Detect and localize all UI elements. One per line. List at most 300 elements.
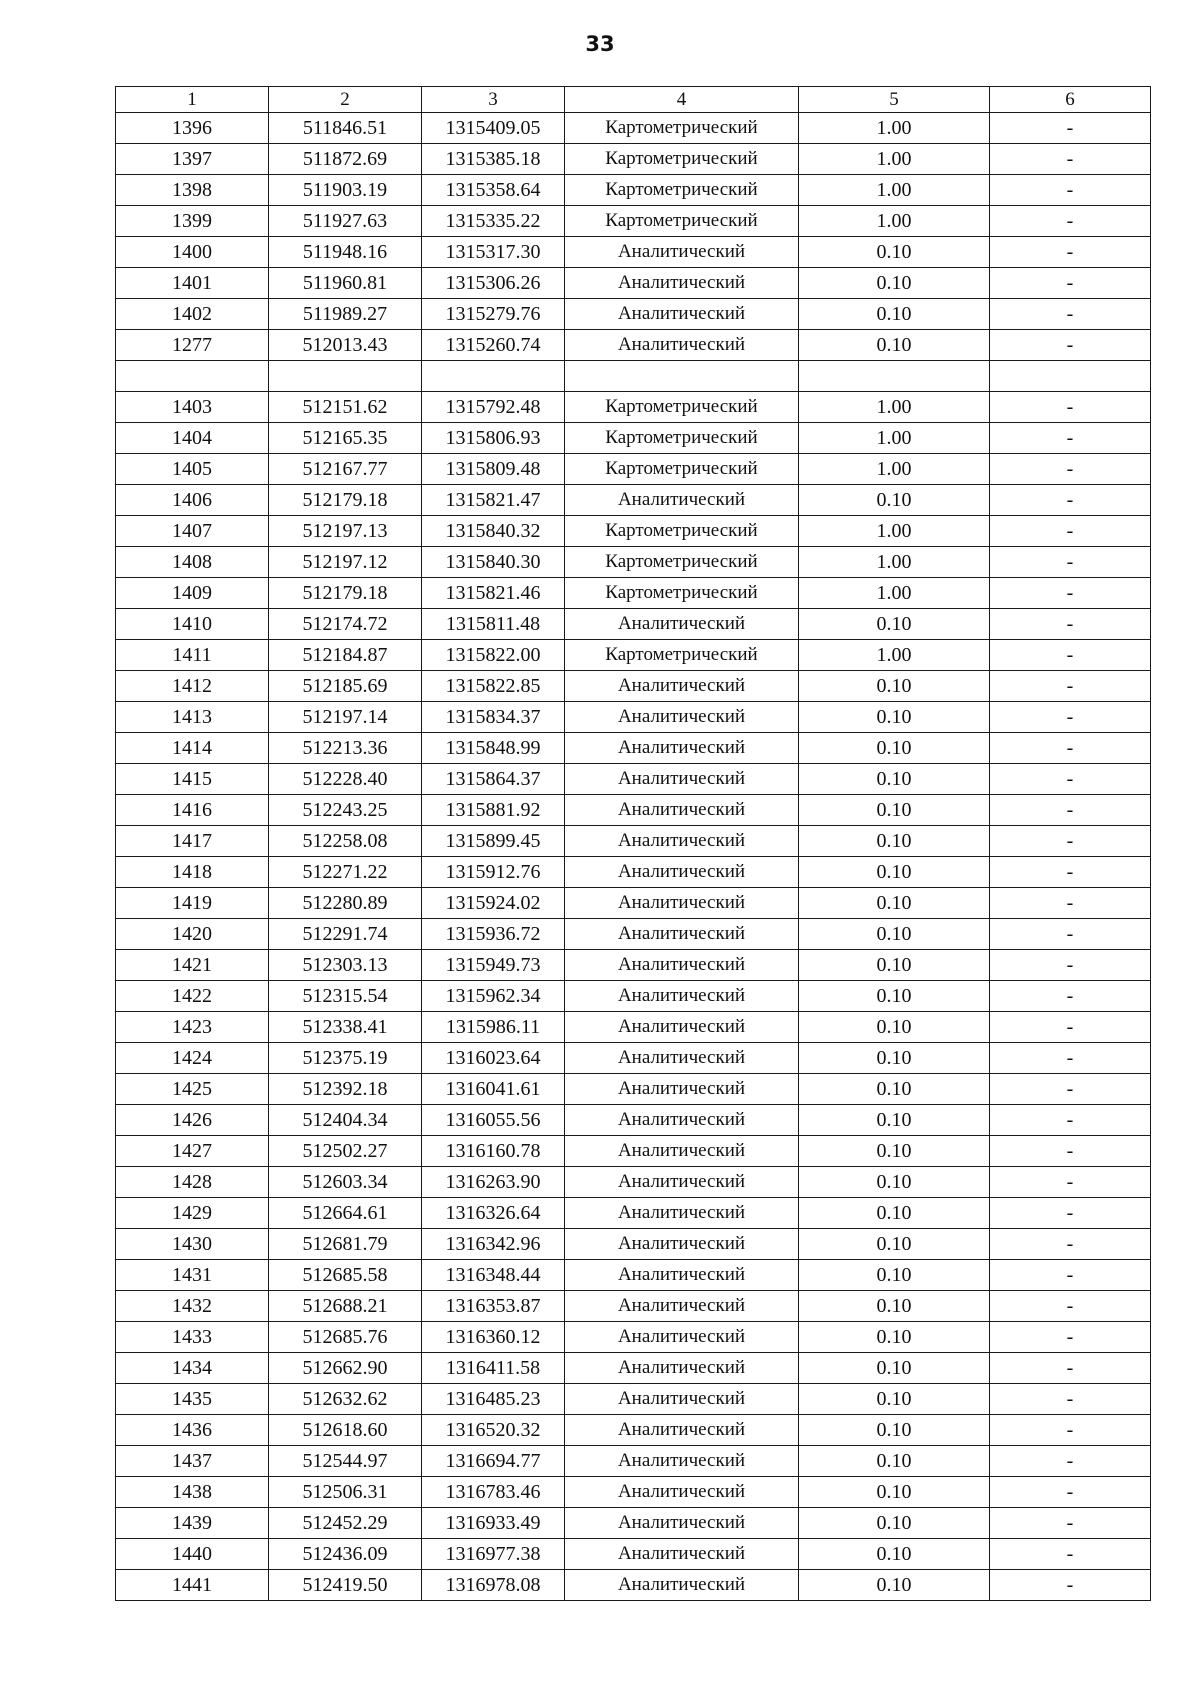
table-row bbox=[116, 547, 1151, 578]
x-coordinate-cell: 512303.13 bbox=[269, 950, 422, 981]
table-row bbox=[116, 640, 1151, 671]
accuracy-cell: 0.10 bbox=[799, 1539, 990, 1570]
y-coordinate-cell: 1315260.74 bbox=[422, 330, 565, 361]
table-body bbox=[116, 113, 1151, 1601]
accuracy-cell: 0.10 bbox=[799, 1353, 990, 1384]
note-cell: - bbox=[990, 640, 1151, 671]
x-coordinate-cell: 512271.22 bbox=[269, 857, 422, 888]
point-number-cell: 1399 bbox=[116, 206, 269, 237]
method-cell: Аналитический bbox=[565, 1446, 799, 1477]
y-coordinate-cell: 1316360.12 bbox=[422, 1322, 565, 1353]
accuracy-cell: 0.10 bbox=[799, 733, 990, 764]
method-cell: Картометрический bbox=[565, 206, 799, 237]
point-number-cell: 1407 bbox=[116, 516, 269, 547]
method-cell: Аналитический bbox=[565, 1198, 799, 1229]
x-coordinate-cell: 512685.76 bbox=[269, 1322, 422, 1353]
point-number-cell: 1401 bbox=[116, 268, 269, 299]
x-coordinate-cell: 511872.69 bbox=[269, 144, 422, 175]
note-cell: - bbox=[990, 1353, 1151, 1384]
x-coordinate-cell: 512375.19 bbox=[269, 1043, 422, 1074]
point-number-cell: 1419 bbox=[116, 888, 269, 919]
note-cell: - bbox=[990, 919, 1151, 950]
x-coordinate-cell: 512685.58 bbox=[269, 1260, 422, 1291]
y-coordinate-cell: 1315385.18 bbox=[422, 144, 565, 175]
accuracy-cell: 0.10 bbox=[799, 919, 990, 950]
y-coordinate-cell: 1315811.48 bbox=[422, 609, 565, 640]
note-cell: - bbox=[990, 516, 1151, 547]
table-row bbox=[116, 1508, 1151, 1539]
point-number-cell: 1436 bbox=[116, 1415, 269, 1446]
method-cell: Аналитический bbox=[565, 330, 799, 361]
table-row bbox=[116, 950, 1151, 981]
method-cell: Аналитический bbox=[565, 1477, 799, 1508]
x-coordinate-cell: 511927.63 bbox=[269, 206, 422, 237]
point-number-cell: 1415 bbox=[116, 764, 269, 795]
page-number: 33 bbox=[585, 32, 615, 56]
method-cell: Аналитический bbox=[565, 1105, 799, 1136]
x-coordinate-cell: 512436.09 bbox=[269, 1539, 422, 1570]
note-cell: - bbox=[990, 826, 1151, 857]
note-cell: - bbox=[990, 1260, 1151, 1291]
note-cell: - bbox=[990, 1043, 1151, 1074]
method-cell: Аналитический bbox=[565, 919, 799, 950]
method-cell: Картометрический bbox=[565, 423, 799, 454]
point-number-cell: 1425 bbox=[116, 1074, 269, 1105]
note-cell: - bbox=[990, 1570, 1151, 1601]
point-number-cell: 1441 bbox=[116, 1570, 269, 1601]
point-number-cell: 1409 bbox=[116, 578, 269, 609]
method-cell: Аналитический bbox=[565, 826, 799, 857]
accuracy-cell: 0.10 bbox=[799, 1415, 990, 1446]
method-cell: Аналитический bbox=[565, 950, 799, 981]
point-number-cell: 1435 bbox=[116, 1384, 269, 1415]
table-row bbox=[116, 330, 1151, 361]
y-coordinate-cell: 1316055.56 bbox=[422, 1105, 565, 1136]
method-cell: Аналитический bbox=[565, 981, 799, 1012]
note-cell: - bbox=[990, 299, 1151, 330]
method-cell: Аналитический bbox=[565, 1384, 799, 1415]
table-row bbox=[116, 454, 1151, 485]
accuracy-cell: 0.10 bbox=[799, 826, 990, 857]
y-coordinate-cell: 1316342.96 bbox=[422, 1229, 565, 1260]
accuracy-cell: 0.10 bbox=[799, 1167, 990, 1198]
accuracy-cell: 0.10 bbox=[799, 857, 990, 888]
note-cell: - bbox=[990, 485, 1151, 516]
point-number-cell: 1418 bbox=[116, 857, 269, 888]
point-number-cell: 1400 bbox=[116, 237, 269, 268]
x-coordinate-cell: 511960.81 bbox=[269, 268, 422, 299]
x-coordinate-cell: 512174.72 bbox=[269, 609, 422, 640]
point-number-cell: 1416 bbox=[116, 795, 269, 826]
accuracy-cell: 1.00 bbox=[799, 547, 990, 578]
note-cell: - bbox=[990, 1446, 1151, 1477]
y-coordinate-cell: 1316977.38 bbox=[422, 1539, 565, 1570]
method-cell: Картометрический bbox=[565, 392, 799, 423]
method-cell: Картометрический bbox=[565, 144, 799, 175]
x-coordinate-cell: 512618.60 bbox=[269, 1415, 422, 1446]
note-cell: - bbox=[990, 423, 1151, 454]
accuracy-cell: 0.10 bbox=[799, 1198, 990, 1229]
table-row bbox=[116, 175, 1151, 206]
accuracy-cell: 0.10 bbox=[799, 1043, 990, 1074]
table-row bbox=[116, 578, 1151, 609]
y-coordinate-cell: 1315986.11 bbox=[422, 1012, 565, 1043]
method-cell: Аналитический bbox=[565, 1229, 799, 1260]
table-row bbox=[116, 1477, 1151, 1508]
accuracy-cell: 0.10 bbox=[799, 950, 990, 981]
method-cell: Картометрический bbox=[565, 175, 799, 206]
method-cell: Картометрический bbox=[565, 640, 799, 671]
note-cell: - bbox=[990, 981, 1151, 1012]
column-header-5: 5 bbox=[799, 87, 990, 113]
accuracy-cell: 1.00 bbox=[799, 175, 990, 206]
point-number-cell: 1439 bbox=[116, 1508, 269, 1539]
point-number-cell: 1423 bbox=[116, 1012, 269, 1043]
header-row bbox=[116, 87, 1151, 113]
accuracy-cell: 1.00 bbox=[799, 578, 990, 609]
x-coordinate-cell: 512151.62 bbox=[269, 392, 422, 423]
point-number-cell: 1402 bbox=[116, 299, 269, 330]
accuracy-cell: 0.10 bbox=[799, 1384, 990, 1415]
note-cell: - bbox=[990, 1074, 1151, 1105]
accuracy-cell: 0.10 bbox=[799, 1136, 990, 1167]
y-coordinate-cell: 1315912.76 bbox=[422, 857, 565, 888]
y-coordinate-cell: 1315822.00 bbox=[422, 640, 565, 671]
point-number-cell: 1411 bbox=[116, 640, 269, 671]
table-row bbox=[116, 516, 1151, 547]
point-number-cell: 1428 bbox=[116, 1167, 269, 1198]
coordinates-table bbox=[115, 86, 1151, 1601]
table-header bbox=[116, 87, 1151, 113]
point-number-cell: 1410 bbox=[116, 609, 269, 640]
note-cell: - bbox=[990, 1229, 1151, 1260]
table-row bbox=[116, 1291, 1151, 1322]
accuracy-cell: 0.10 bbox=[799, 1074, 990, 1105]
point-number-cell: 1397 bbox=[116, 144, 269, 175]
accuracy-cell: 0.10 bbox=[799, 1570, 990, 1601]
note-cell: - bbox=[990, 330, 1151, 361]
method-cell: Аналитический bbox=[565, 795, 799, 826]
accuracy-cell: 0.10 bbox=[799, 1012, 990, 1043]
note-cell: - bbox=[990, 1012, 1151, 1043]
y-coordinate-cell: 1316978.08 bbox=[422, 1570, 565, 1601]
y-coordinate-cell: 1315881.92 bbox=[422, 795, 565, 826]
y-coordinate-cell: 1315409.05 bbox=[422, 113, 565, 144]
note-cell: - bbox=[990, 857, 1151, 888]
method-cell: Аналитический bbox=[565, 1043, 799, 1074]
table-row bbox=[116, 1198, 1151, 1229]
x-coordinate-cell: 512243.25 bbox=[269, 795, 422, 826]
method-cell: Картометрический bbox=[565, 516, 799, 547]
y-coordinate-cell: 1315848.99 bbox=[422, 733, 565, 764]
point-number-cell: 1277 bbox=[116, 330, 269, 361]
note-cell: - bbox=[990, 1384, 1151, 1415]
y-coordinate-cell: 1316023.64 bbox=[422, 1043, 565, 1074]
accuracy-cell: 1.00 bbox=[799, 454, 990, 485]
x-coordinate-cell: 512258.08 bbox=[269, 826, 422, 857]
point-number-cell: 1427 bbox=[116, 1136, 269, 1167]
point-number-cell: 1396 bbox=[116, 113, 269, 144]
method-cell: Аналитический bbox=[565, 888, 799, 919]
y-coordinate-cell: 1315899.45 bbox=[422, 826, 565, 857]
accuracy-cell: 1.00 bbox=[799, 640, 990, 671]
table-row bbox=[116, 1446, 1151, 1477]
table-row bbox=[116, 1043, 1151, 1074]
method-cell: Картометрический bbox=[565, 547, 799, 578]
accuracy-cell: 0.10 bbox=[799, 485, 990, 516]
accuracy-cell: 0.10 bbox=[799, 981, 990, 1012]
x-coordinate-cell: 512197.12 bbox=[269, 547, 422, 578]
method-cell: Аналитический bbox=[565, 268, 799, 299]
column-header-2: 2 bbox=[269, 87, 422, 113]
accuracy-cell bbox=[799, 361, 990, 392]
accuracy-cell: 0.10 bbox=[799, 671, 990, 702]
method-cell: Аналитический bbox=[565, 764, 799, 795]
accuracy-cell: 0.10 bbox=[799, 1446, 990, 1477]
table-row bbox=[116, 144, 1151, 175]
column-header-6: 6 bbox=[990, 87, 1151, 113]
point-number-cell: 1429 bbox=[116, 1198, 269, 1229]
point-number-cell: 1434 bbox=[116, 1353, 269, 1384]
accuracy-cell: 0.10 bbox=[799, 1322, 990, 1353]
x-coordinate-cell: 512502.27 bbox=[269, 1136, 422, 1167]
y-coordinate-cell: 1315949.73 bbox=[422, 950, 565, 981]
accuracy-cell: 1.00 bbox=[799, 113, 990, 144]
table-row bbox=[116, 1260, 1151, 1291]
point-number-cell: 1413 bbox=[116, 702, 269, 733]
note-cell: - bbox=[990, 206, 1151, 237]
y-coordinate-cell bbox=[422, 361, 565, 392]
table-row bbox=[116, 1384, 1151, 1415]
table-row bbox=[116, 733, 1151, 764]
note-cell bbox=[990, 361, 1151, 392]
point-number-cell: 1440 bbox=[116, 1539, 269, 1570]
y-coordinate-cell: 1315358.64 bbox=[422, 175, 565, 206]
column-header-3: 3 bbox=[422, 87, 565, 113]
table-row bbox=[116, 888, 1151, 919]
accuracy-cell: 0.10 bbox=[799, 1229, 990, 1260]
x-coordinate-cell: 512338.41 bbox=[269, 1012, 422, 1043]
point-number-cell: 1414 bbox=[116, 733, 269, 764]
x-coordinate-cell bbox=[269, 361, 422, 392]
column-header-4: 4 bbox=[565, 87, 799, 113]
point-number-cell: 1430 bbox=[116, 1229, 269, 1260]
table-row bbox=[116, 609, 1151, 640]
accuracy-cell: 1.00 bbox=[799, 392, 990, 423]
note-cell: - bbox=[990, 1415, 1151, 1446]
y-coordinate-cell: 1316263.90 bbox=[422, 1167, 565, 1198]
y-coordinate-cell: 1316348.44 bbox=[422, 1260, 565, 1291]
table-row bbox=[116, 857, 1151, 888]
accuracy-cell: 0.10 bbox=[799, 888, 990, 919]
x-coordinate-cell: 512213.36 bbox=[269, 733, 422, 764]
y-coordinate-cell: 1315822.85 bbox=[422, 671, 565, 702]
y-coordinate-cell: 1316041.61 bbox=[422, 1074, 565, 1105]
method-cell: Аналитический bbox=[565, 237, 799, 268]
point-number-cell: 1438 bbox=[116, 1477, 269, 1508]
x-coordinate-cell: 512404.34 bbox=[269, 1105, 422, 1136]
table-row bbox=[116, 1074, 1151, 1105]
note-cell: - bbox=[990, 1105, 1151, 1136]
table-row bbox=[116, 237, 1151, 268]
y-coordinate-cell: 1315306.26 bbox=[422, 268, 565, 299]
note-cell: - bbox=[990, 795, 1151, 826]
x-coordinate-cell: 512184.87 bbox=[269, 640, 422, 671]
table-row bbox=[116, 795, 1151, 826]
x-coordinate-cell: 512165.35 bbox=[269, 423, 422, 454]
note-cell: - bbox=[990, 950, 1151, 981]
point-number-cell: 1408 bbox=[116, 547, 269, 578]
method-cell: Аналитический bbox=[565, 1570, 799, 1601]
method-cell: Картометрический bbox=[565, 113, 799, 144]
accuracy-cell: 1.00 bbox=[799, 144, 990, 175]
point-number-cell: 1433 bbox=[116, 1322, 269, 1353]
table-row bbox=[116, 485, 1151, 516]
accuracy-cell: 0.10 bbox=[799, 1105, 990, 1136]
x-coordinate-cell: 512688.21 bbox=[269, 1291, 422, 1322]
y-coordinate-cell: 1316520.32 bbox=[422, 1415, 565, 1446]
accuracy-cell: 0.10 bbox=[799, 795, 990, 826]
x-coordinate-cell: 512392.18 bbox=[269, 1074, 422, 1105]
method-cell: Аналитический bbox=[565, 1074, 799, 1105]
method-cell: Аналитический bbox=[565, 485, 799, 516]
note-cell: - bbox=[990, 1477, 1151, 1508]
point-number-cell: 1437 bbox=[116, 1446, 269, 1477]
point-number-cell: 1404 bbox=[116, 423, 269, 454]
x-coordinate-cell: 511846.51 bbox=[269, 113, 422, 144]
x-coordinate-cell: 512280.89 bbox=[269, 888, 422, 919]
y-coordinate-cell: 1315924.02 bbox=[422, 888, 565, 919]
table-row bbox=[116, 1353, 1151, 1384]
y-coordinate-cell: 1315809.48 bbox=[422, 454, 565, 485]
point-number-cell: 1412 bbox=[116, 671, 269, 702]
table-row bbox=[116, 671, 1151, 702]
point-number-cell: 1403 bbox=[116, 392, 269, 423]
table-row bbox=[116, 1415, 1151, 1446]
note-cell: - bbox=[990, 671, 1151, 702]
table-row bbox=[116, 206, 1151, 237]
accuracy-cell: 0.10 bbox=[799, 764, 990, 795]
note-cell: - bbox=[990, 702, 1151, 733]
point-number-cell: 1422 bbox=[116, 981, 269, 1012]
x-coordinate-cell: 512544.97 bbox=[269, 1446, 422, 1477]
y-coordinate-cell: 1315335.22 bbox=[422, 206, 565, 237]
table-row bbox=[116, 919, 1151, 950]
method-cell: Аналитический bbox=[565, 1136, 799, 1167]
accuracy-cell: 0.10 bbox=[799, 1260, 990, 1291]
method-cell: Аналитический bbox=[565, 671, 799, 702]
note-cell: - bbox=[990, 1322, 1151, 1353]
table-row bbox=[116, 268, 1151, 299]
accuracy-cell: 0.10 bbox=[799, 1477, 990, 1508]
point-number-cell: 1426 bbox=[116, 1105, 269, 1136]
y-coordinate-cell: 1315936.72 bbox=[422, 919, 565, 950]
accuracy-cell: 0.10 bbox=[799, 1508, 990, 1539]
method-cell: Аналитический bbox=[565, 857, 799, 888]
x-coordinate-cell: 512681.79 bbox=[269, 1229, 422, 1260]
x-coordinate-cell: 512197.13 bbox=[269, 516, 422, 547]
accuracy-cell: 0.10 bbox=[799, 299, 990, 330]
y-coordinate-cell: 1315279.76 bbox=[422, 299, 565, 330]
x-coordinate-cell: 512167.77 bbox=[269, 454, 422, 485]
point-number-cell: 1417 bbox=[116, 826, 269, 857]
note-cell: - bbox=[990, 733, 1151, 764]
note-cell: - bbox=[990, 1198, 1151, 1229]
y-coordinate-cell: 1316783.46 bbox=[422, 1477, 565, 1508]
y-coordinate-cell: 1315864.37 bbox=[422, 764, 565, 795]
y-coordinate-cell: 1315317.30 bbox=[422, 237, 565, 268]
note-cell: - bbox=[990, 609, 1151, 640]
note-cell: - bbox=[990, 268, 1151, 299]
table-row bbox=[116, 1539, 1151, 1570]
y-coordinate-cell: 1315840.32 bbox=[422, 516, 565, 547]
point-number-cell: 1406 bbox=[116, 485, 269, 516]
x-coordinate-cell: 512291.74 bbox=[269, 919, 422, 950]
accuracy-cell: 0.10 bbox=[799, 702, 990, 733]
y-coordinate-cell: 1316160.78 bbox=[422, 1136, 565, 1167]
y-coordinate-cell: 1315840.30 bbox=[422, 547, 565, 578]
point-number-cell: 1431 bbox=[116, 1260, 269, 1291]
x-coordinate-cell: 512315.54 bbox=[269, 981, 422, 1012]
accuracy-cell: 0.10 bbox=[799, 609, 990, 640]
x-coordinate-cell: 512603.34 bbox=[269, 1167, 422, 1198]
x-coordinate-cell: 512179.18 bbox=[269, 485, 422, 516]
y-coordinate-cell: 1315962.34 bbox=[422, 981, 565, 1012]
note-cell: - bbox=[990, 578, 1151, 609]
y-coordinate-cell: 1316326.64 bbox=[422, 1198, 565, 1229]
y-coordinate-cell: 1316933.49 bbox=[422, 1508, 565, 1539]
accuracy-cell: 1.00 bbox=[799, 516, 990, 547]
note-cell: - bbox=[990, 237, 1151, 268]
x-coordinate-cell: 512664.61 bbox=[269, 1198, 422, 1229]
table-row bbox=[116, 1570, 1151, 1601]
point-number-cell: 1432 bbox=[116, 1291, 269, 1322]
accuracy-cell: 0.10 bbox=[799, 268, 990, 299]
x-coordinate-cell: 512662.90 bbox=[269, 1353, 422, 1384]
table-row bbox=[116, 361, 1151, 392]
table-row bbox=[116, 113, 1151, 144]
x-coordinate-cell: 511903.19 bbox=[269, 175, 422, 206]
method-cell: Аналитический bbox=[565, 733, 799, 764]
point-number-cell: 1421 bbox=[116, 950, 269, 981]
y-coordinate-cell: 1315821.47 bbox=[422, 485, 565, 516]
method-cell: Аналитический bbox=[565, 1012, 799, 1043]
point-number-cell: 1405 bbox=[116, 454, 269, 485]
y-coordinate-cell: 1316411.58 bbox=[422, 1353, 565, 1384]
table-row bbox=[116, 981, 1151, 1012]
accuracy-cell: 1.00 bbox=[799, 423, 990, 454]
y-coordinate-cell: 1316694.77 bbox=[422, 1446, 565, 1477]
column-header-1: 1 bbox=[116, 87, 269, 113]
point-number-cell: 1420 bbox=[116, 919, 269, 950]
note-cell: - bbox=[990, 1508, 1151, 1539]
point-number-cell: 1398 bbox=[116, 175, 269, 206]
method-cell: Аналитический bbox=[565, 1291, 799, 1322]
method-cell: Аналитический bbox=[565, 702, 799, 733]
table-row bbox=[116, 1167, 1151, 1198]
method-cell: Аналитический bbox=[565, 1260, 799, 1291]
x-coordinate-cell: 512419.50 bbox=[269, 1570, 422, 1601]
method-cell bbox=[565, 361, 799, 392]
x-coordinate-cell: 512228.40 bbox=[269, 764, 422, 795]
method-cell: Аналитический bbox=[565, 1415, 799, 1446]
table-row bbox=[116, 1322, 1151, 1353]
x-coordinate-cell: 512632.62 bbox=[269, 1384, 422, 1415]
y-coordinate-cell: 1315821.46 bbox=[422, 578, 565, 609]
note-cell: - bbox=[990, 113, 1151, 144]
accuracy-cell: 0.10 bbox=[799, 1291, 990, 1322]
note-cell: - bbox=[990, 144, 1151, 175]
